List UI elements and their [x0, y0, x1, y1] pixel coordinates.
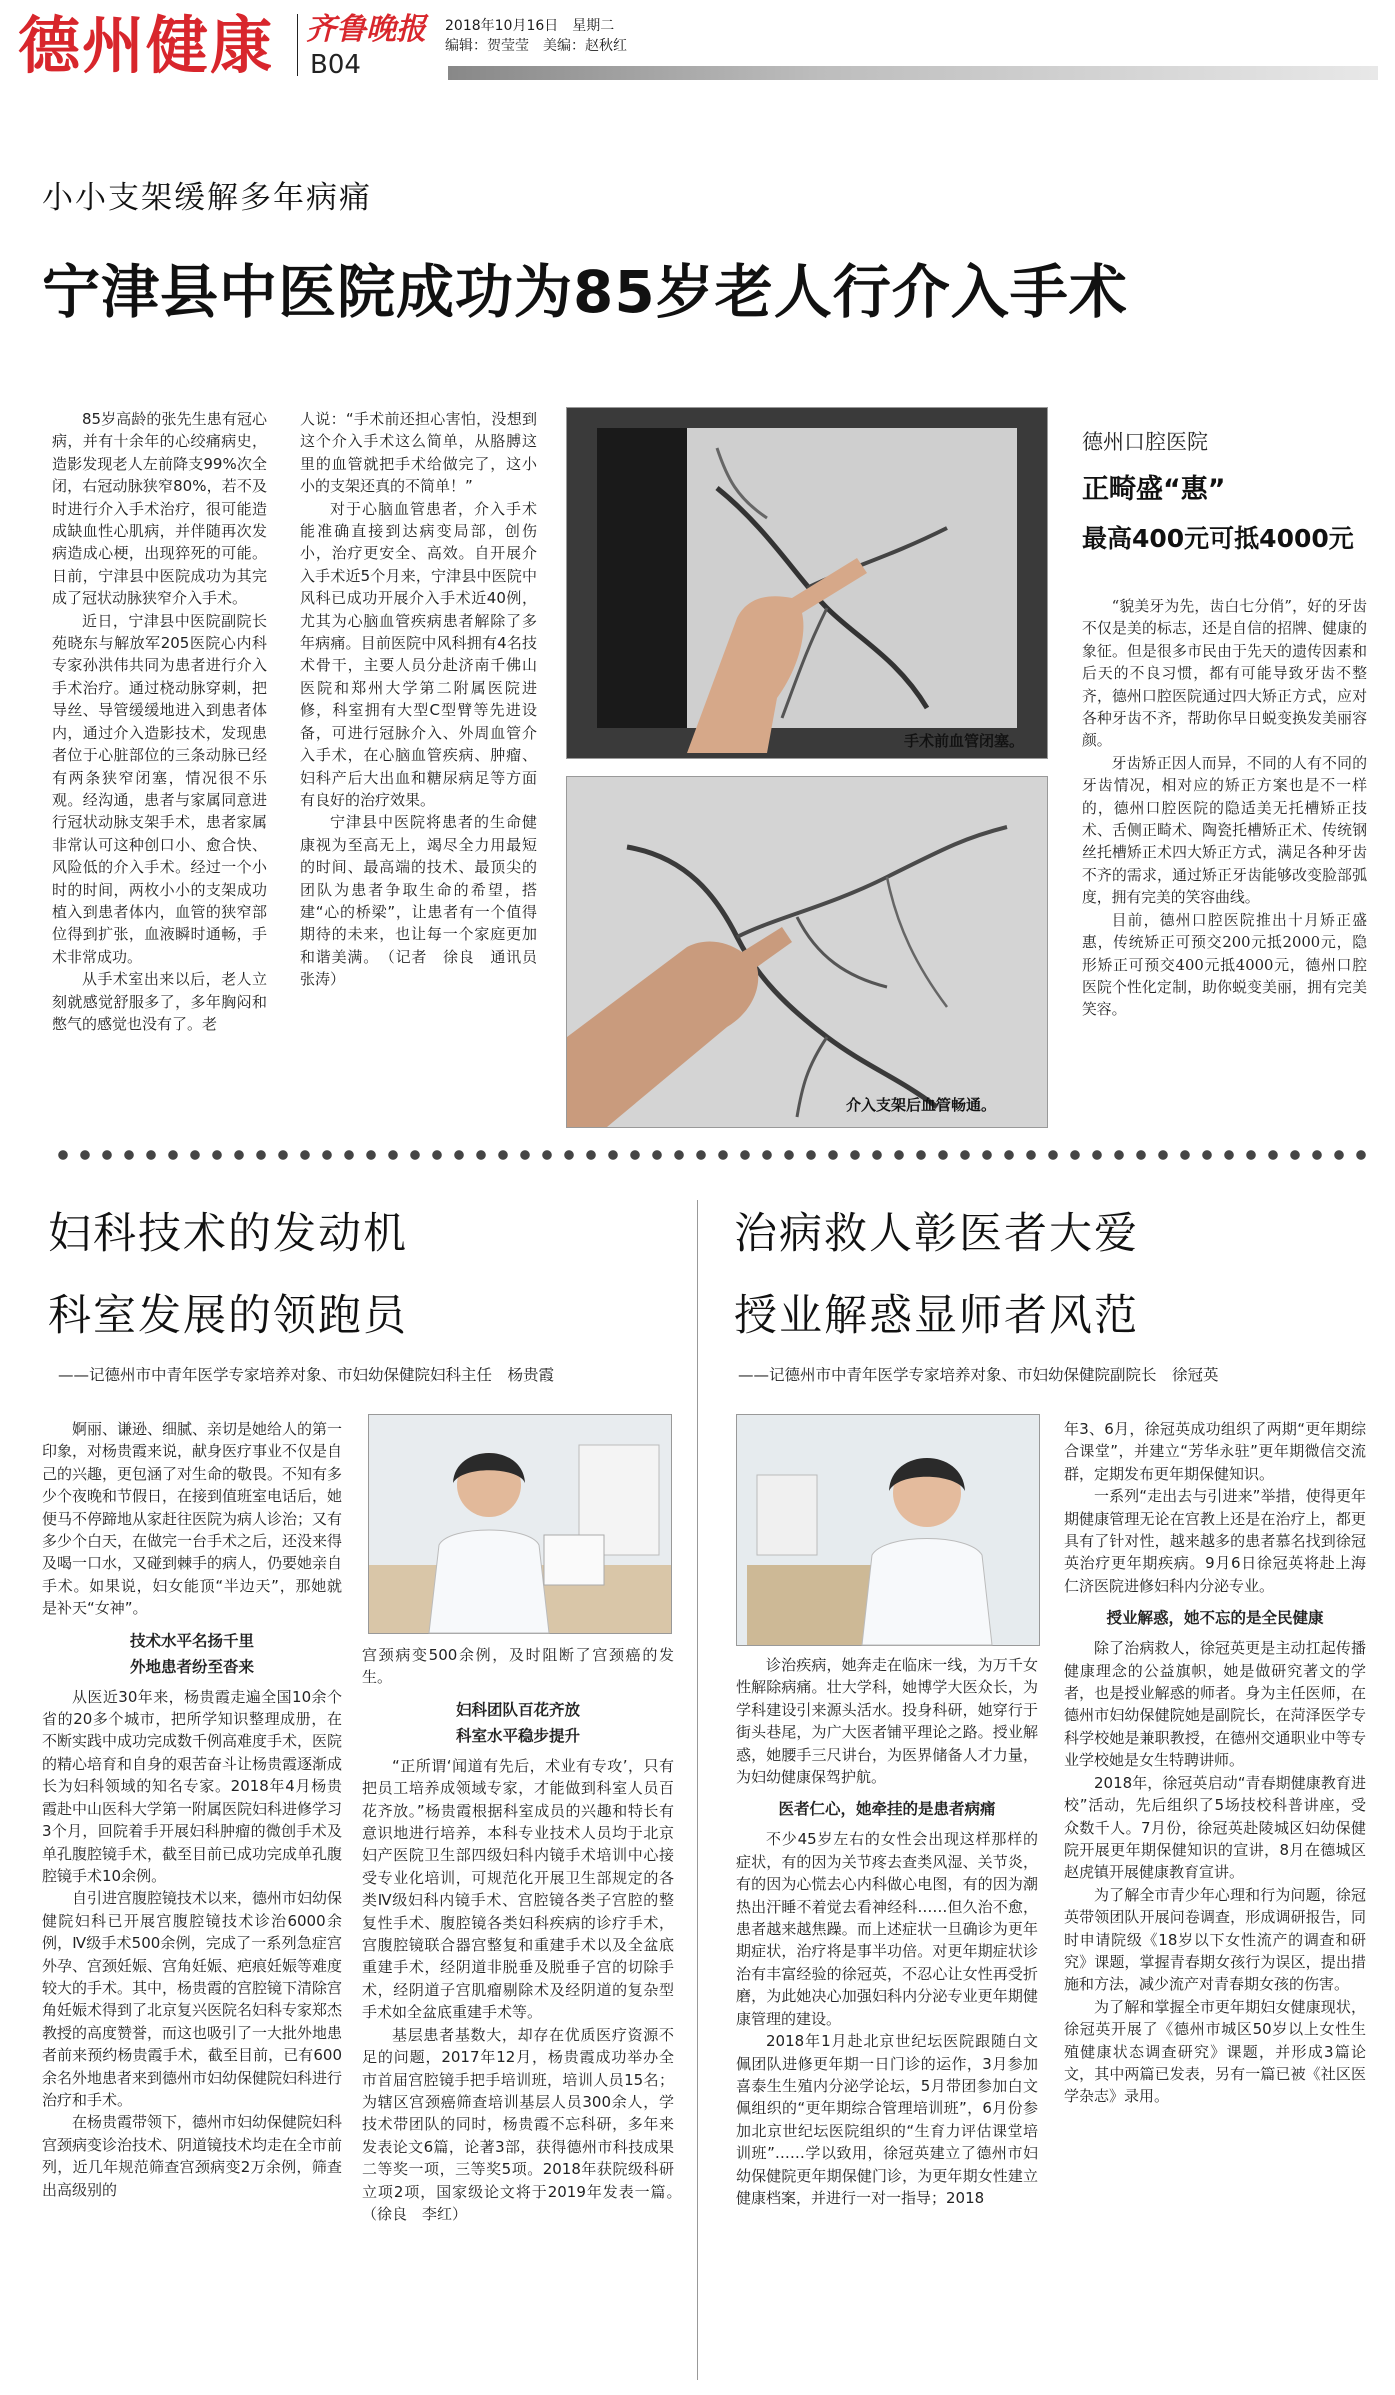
yang-portrait-photo [368, 1414, 672, 1634]
yang-paragraph: 自引进宫腹腔镜技术以来，德州市妇幼保健院妇科已开展宫腹腔镜技术诊治6000余例，Ⅳ级手术500余例，完成了一系列急症宫外孕、宫颈妊娠、宫角妊娠、疤痕妊娠等难度较大的手术。其中，杨贵霞的宫腔镜下清除宫角妊娠术得到了北京复兴医院名妇科专家郑杰教授的高度赞誉，而这也吸引了一大批外地患者前来预约杨贵霞手术，截至目前，已有600余名外地患者来到德州市妇幼保健院妇科进行治疗和手术。 [42, 1889, 343, 2109]
xu-column-1 [736, 1654, 1038, 2380]
lead-column-2 [300, 408, 553, 1128]
lead-paragraph: 近日，宁津县中医院副院长苑晓东与解放军205医院心内科专家孙洪伟共同为患者进行介入手术治疗。通过桡动脉穿刺，把导丝、导管缓缓地进入到患者体内，通过介入造影技术，发现患者位于心脏部位的三条动脉已经有两条狭窄闭塞，情况很不乐观。经沟通，患者与家属同意进行冠状动脉支架手术，患者家属非常认可这种创口小、愈合快、风险低的介入手术。经过一个小时的时间，两枚小小的支架成功植入到患者体内，血管的狭窄部位得到扩张，血液瞬时通畅，手术非常成功。 [52, 611, 267, 966]
editors-line: 编辑：贺莹莹 美编：赵秋红 [445, 38, 627, 54]
yang-portrait-image [369, 1415, 671, 1633]
xu-paragraph: 年3、6月，徐冠英成功组织了两期“更年期综合课堂”，并建立“芳华永驻”更年期微信交流群，定期发布更年期保健知识。 [1064, 1420, 1366, 1483]
yang-subheading-2: 妇科团队百花齐放 科室水平稳步提升 [455, 1700, 580, 1745]
yang-paragraph: 婀丽、谦逊、细腻、亲切是她给人的第一印象，对杨贵霞来说，献身医疗事业不仅是自己的兴趣，更包涵了对生命的敬畏。不知有多少个夜晚和节假日，在接到值班室电话后，她便马不停蹄地从家赶往医院为病人诊治；又有多少个白天，在做完一台手术之后，还没来得及喝一口水，又碰到棘手的病人，仍要她亲自手术。如果说，妇女能顶“半边天”，那她就是补天“女神”。 [42, 1420, 343, 1618]
header-divider [297, 14, 298, 76]
lead-paragraph: 人说：“手术前还担心害怕，没想到这个介入手术这么简单，从胳膊这里的血管就把手术给做完了，这小小的支架还真的不简单！” [300, 410, 537, 496]
yang-paragraph: 基层患者基数大，却存在优质医疗资源不足的问题，2017年12月，杨贵霞成功举办全市首届宫腔镜手把手培训班，培训人员15名；为辖区宫颈癌筛查培训基层人员300余人，学技术带团队的同时，杨贵霞不忘科研，多年来发表论文6篇，论著3部，获得德州市科技成果二等奖一项，三等奖5项。2018年获院级科研立项2项，国家级论文将于2019年发表一篇。 （徐良 李红） [362, 2025, 690, 2223]
yang-paragraph: “正所谓‘闻道有先后，术业有专攻’，只有把员工培养成领域专家，才能做到科室人员百花齐放。”杨贵霞根据科室成员的兴趣和特长有意识地进行培养，本科专业技术人员均于北京妇产医院卫生部四级妇科内镜手术培训中心接受专业化培训，可规范化开展卫生部规定的各类Ⅳ级妇科内镜手术、宫腔镜各类子宫腔的整复性手术、腹腔镜各类妇科疾病的诊疗手术，宫腹腔镜联合器宫整复和重建手术以及全盆底重建手术，经阴道非脱垂及脱垂子宫的切除手术，经阴道子宫肌瘤剔除术及经阴道的复杂型手术如全盆底重建手术等。 [362, 1756, 674, 2022]
angiogram-before-image [567, 408, 1047, 758]
xu-paragraph: 为了解和掌握全市更年期妇女健康现状，徐冠英开展了《德州市城区50岁以上女性生殖健康状态调查研究》课题，并形成3篇论文，其中两篇已发表，另有一篇已被《社区医学杂志》录用。 [1064, 1997, 1366, 2106]
yang-paragraph: 从医近30年来，杨贵霞走遍全国10余个省的20多个城市，把所学知识整理成册，在不断实践中成功完成数千例高难度手术，医院的精心培育和自身的艰苦奋斗让杨贵霞逐渐成长为妇科领域的知名专家。2018年4月杨贵霞赴中山医科大学第一附属医院妇科进修学习3个月，回院着手开展妇科肿瘤的微创手术及单孔腹腔镜手术，截至目前已成功完成单孔腹腔镜手术10余例。 [42, 1687, 343, 1885]
lead-paragraph: 宁津县中医院将患者的生命健康视为至高无上，竭尽全力用最短的时间、最高端的技术、最顶尖的团队为患者争取生命的希望，搭建“心的桥梁”，让患者有一个值得期待的未来，也让每一个家庭更加和谐美满。 （记者 徐良 通讯员 张涛） [300, 813, 553, 989]
issue-date: 2018年10月16日 星期二 [445, 18, 615, 34]
yang-byline: ——记德州市中青年医学专家培养对象、市妇幼保健院妇科主任 杨贵霞 [58, 1366, 555, 1384]
angiogram-after-image [567, 777, 1047, 1127]
dental-paragraph: 目前，德州口腔医院推出十月矫正盛惠，传统矫正可预交200元抵2000元，隐形矫正可预交400元抵4000元，德州口腔医院个性化定制，助你蜕变美丽，拥有完美笑容。 [1082, 911, 1367, 1019]
dental-org-name: 德州口腔医院 [1082, 430, 1208, 454]
yang-paragraph: 宫颈病变500余例，及时阻断了宫颈癌的发生。 [362, 1646, 674, 1687]
xu-byline: ——记德州市中青年医学专家培养对象、市妇幼保健院副院长 徐冠英 [738, 1366, 1219, 1384]
section-title: 德州健康 [18, 9, 275, 82]
dotted-separator [52, 1148, 1370, 1162]
lead-paragraph: 从手术室出来以后，老人立刻就感觉舒服多了，多年胸闷和憋气的感觉也没有了。老 [52, 970, 267, 1033]
xu-column-2 [1064, 1418, 1366, 2380]
xu-portrait-image [737, 1415, 1039, 1645]
lead-paragraph: 85岁高龄的张先生患有冠心病，并有十余年的心绞痛病史，造影发现老人左前降支99%次全闭，右冠动脉狭窄80%，若不及时进行介入手术治疗，很可能造成缺血性心肌病，并伴随再次发病造成心梗，出现猝死的可能。日前，宁津县中医院成功为其完成了冠状动脉狭窄介入手术。 [52, 410, 267, 608]
yang-headline-line-2: 科室发展的领跑员 [48, 1291, 408, 1341]
yang-paragraph: 在杨贵霞带领下，德州市妇幼保健院妇科宫颈病变诊治技术、阴道镜技术均走在全市前列，近几年规范筛查宫颈病变2万余例，筛查出高级别的 [42, 2113, 343, 2199]
column-divider [697, 1200, 698, 2380]
lead-paragraph: 对于心脑血管患者，介入手术能准确直接到达病变局部，创伤小，治疗更安全、高效。自开展介入手术近5个月来，宁津县中医院中风科已成功开展介入手术近40例，尤其为心脑血管疾病患者解除了多年病痛。目前医院中风科拥有4名技术骨干，主要人员分赴济南千佛山医院和郑州大学第二附属医院进修，科室拥有大型C型臂等先进设备，可进行冠脉介入、外周血管介入手术，在心脑血管疾病、肿瘤、妇科产后大出血和糖尿病足等方面有良好的治疗效果。 [300, 499, 537, 809]
yang-headline-line-1: 妇科技术的发动机 [48, 1209, 408, 1259]
photo-caption-after: 介入支架后血管畅通。 [845, 1096, 996, 1114]
xu-paragraph: 一系列“走出去与引进来”举措，使得更年期健康管理无论在宫教上还是在治疗上，都更具有了针对性，越来越多的患者慕名找到徐冠英治疗更年期疾病。9月6日徐冠英将赴上海仁济医院进修妇科内分泌专业。 [1064, 1487, 1366, 1595]
angiogram-photo-after [566, 776, 1048, 1128]
xu-subheading-1: 医者仁心，她牵挂的是患者病痛 [778, 1800, 996, 1819]
dental-ad-body [1082, 596, 1367, 1126]
xu-subheading-2: 授业解惑，她不忘的是全民健康 [1106, 1609, 1324, 1628]
page-code: B04 [310, 50, 361, 80]
dental-paragraph: 牙齿矫正因人而异，不同的人有不同的牙齿情况，相对应的矫正方案也是不一样的，德州口腔医院的隐适美无托槽矫正技术、舌侧正畸术、陶瓷托槽矫正术、传统钢丝托槽矫正术四大矫正方式，满足各种牙齿不齐的需求，通过矫正牙齿能够改变脸部弧度，拥有完美的笑容曲线。 [1082, 754, 1367, 907]
header-bar [448, 66, 1378, 80]
newspaper-logo: 齐鲁晚报 [306, 12, 426, 47]
lead-headline: 宁津县中医院成功为85岁老人行介入手术 [42, 258, 1128, 326]
dental-ad-title: 正畸盛“惠” [1082, 474, 1226, 505]
lead-kicker: 小小支架缓解多年病痛 [42, 180, 372, 216]
photo-caption-before: 手术前血管闭塞。 [903, 732, 1024, 750]
xu-paragraph: 2018年1月赴北京世纪坛医院跟随白文佩团队进修更年期一日门诊的运作，3月参加喜泰生生殖内分泌学论坛，5月带团参加白文佩组织的“更年期综合管理培训班”，6月份参加北京世纪坛医院组织的“生育力评估课堂培训班”……学以致用，徐冠英建立了德州市妇幼保健院更年期保健门诊，为更年期女性建立健康档案，并进行一对一指导；2018 [736, 2032, 1038, 2207]
xu-paragraph: 2018年，徐冠英启动“青春期健康教育进校”活动，先后组织了5场技校科普讲座，受众数千人。7月份，徐冠英赴陵城区妇幼保健院开展更年期保健知识的宣讲，8月在德城区赵虎镇开展健康教育宣讲。 [1064, 1773, 1366, 1882]
xu-paragraph: 除了治病救人，徐冠英更是主动扛起传播健康理念的公益旗帜，她是做研究著文的学者，也是授业解惑的师者。身为主任医师，在德州市妇幼保健院她是副院长，在菏泽医学专科学校她是兼职教授，在德州交通职业中等专业学校她是女生特聘讲师。 [1064, 1639, 1366, 1770]
xu-paragraph: 为了解全市青少年心理和行为问题，徐冠英带领团队开展问卷调查，形成调研报告，同时申请院级《18岁以下女性流产的调查和研究》课题，掌握青春期女孩行为误区，提出措施和方法，减少流产对青春期女孩的伤害。 [1064, 1885, 1366, 1994]
xu-portrait-photo [736, 1414, 1040, 1646]
dental-ad-subtitle: 最高400元可抵4000元 [1082, 524, 1354, 553]
lead-column-1 [52, 408, 267, 1120]
xu-headline-line-1: 治病救人彰医者大爱 [734, 1209, 1139, 1259]
yang-subheading-1: 技术水平名扬千里 外地患者纷至沓来 [129, 1631, 254, 1676]
xu-paragraph: 不少45岁左右的女性会出现这样那样的症状，有的因为关节疼去查类风湿、关节炎，有的因为心慌去心内科做心电图，有的因为潮热出汗睡不着觉去看神经科……但久治不愈，患者越来越焦躁。而上述症状一旦确诊为更年期症状，治疗将是事半功倍。对更年期症状诊治有丰富经验的徐冠英，不忍心让女性再受折磨，为此她决心加强妇科内分泌专业更年期健康管理的建设。 [736, 1830, 1038, 2028]
xu-headline-line-2: 授业解惑显师者风范 [734, 1291, 1139, 1341]
dental-paragraph: “貌美牙为先，齿白七分俏”，好的牙齿不仅是美的标志，还是自信的招牌、健康的象征。但是很多市民由于先天的遗传因素和后天的不良习惯，都有可能导致牙齿不整齐，德州口腔医院通过四大矫正方式，应对各种牙齿不齐，帮助你早日蜕变换发美丽容颜。 [1082, 598, 1367, 750]
angiogram-photo-before [566, 407, 1048, 759]
xu-paragraph: 诊治疾病，她奔走在临床一线，为万千女性解除病痛。壮大学科，她博学大医众长，为学科建设引来源头活水。投身科研，她穿行于街头巷尾，为广大医者铺平理论之路。授业解惑，她腰手三尺讲台，为医界储备人才力量，为妇幼健康保驾护航。 [736, 1656, 1038, 1787]
yang-column-1 [42, 1418, 342, 2380]
yang-column-2 [362, 1644, 690, 2380]
